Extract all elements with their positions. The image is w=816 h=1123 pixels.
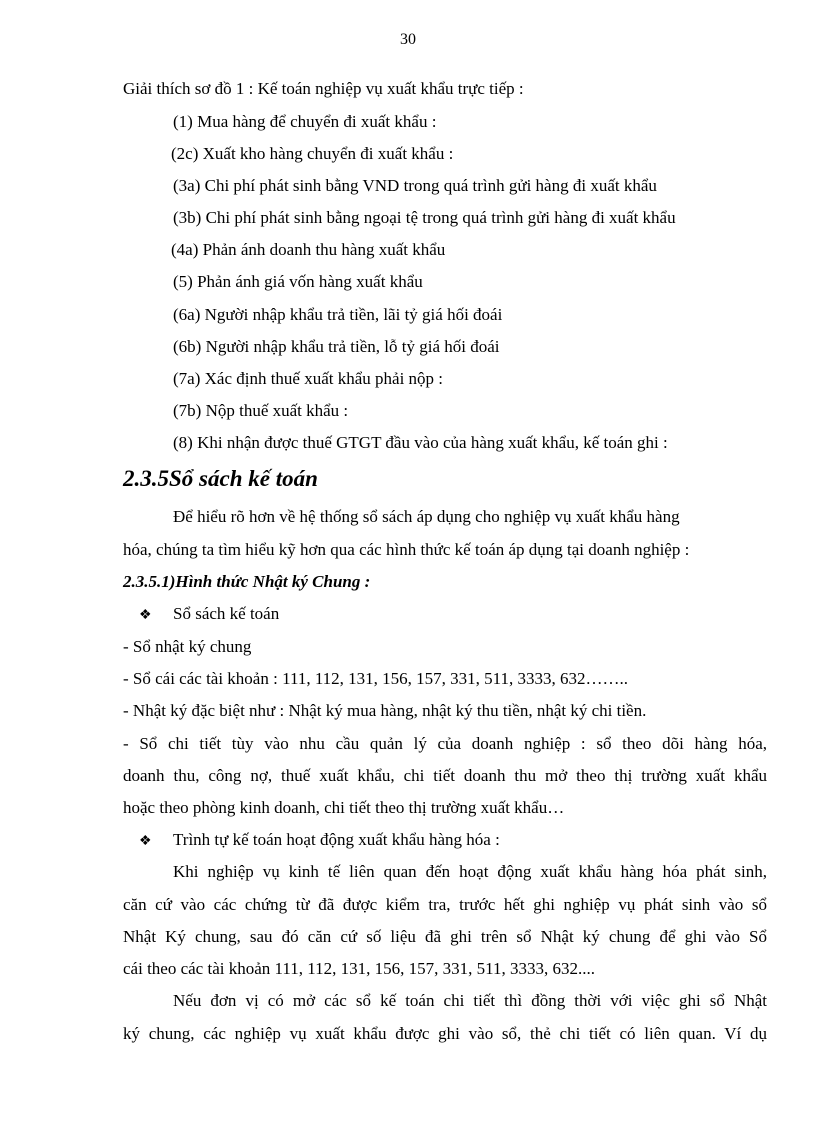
bullet-text: Sổ sách kế toán — [173, 604, 280, 623]
diamond-bullet-icon: ❖ — [139, 834, 152, 849]
paragraph-line: cái theo các tài khoản 111, 112, 131, 156, 157, 331, 511, 3333, 632.... — [123, 959, 595, 978]
ledger-item: - Sổ nhật ký chung — [123, 637, 252, 656]
step-item: (3b) Chi phí phát sinh bằng ngoại tệ trong quá trình gửi hàng đi xuất khẩu — [173, 208, 676, 227]
paragraph-line: Nếu đơn vị có mở các sổ kế toán chi tiết thì đồng thời với việc ghi sổ Nhật — [173, 991, 767, 1010]
step-item: (6a) Người nhập khẩu trả tiền, lãi tỷ giá hối đoái — [173, 305, 503, 324]
step-item: (5) Phản ánh giá vốn hàng xuất khẩu — [173, 272, 423, 291]
step-item: (6b) Người nhập khẩu trả tiền, lỗ tỷ giá hối đoái — [173, 337, 500, 356]
step-item: (3a) Chi phí phát sinh bằng VND trong quá trình gửi hàng đi xuất khẩu — [173, 176, 657, 195]
step-item: (7b) Nộp thuế xuất khẩu : — [173, 401, 349, 420]
diamond-bullet-icon: ❖ — [139, 608, 152, 623]
section-intro-line: hóa, chúng ta tìm hiểu kỹ hơn qua các hình thức kế toán áp dụng tại doanh nghiệp : — [123, 540, 690, 559]
paragraph-line: Nhật Ký chung, sau đó căn cứ số liệu đã ghi trên sổ Nhật ký chung để ghi vào Sổ — [123, 927, 767, 946]
paragraph-line: ký chung, các nghiệp vụ xuất khẩu được ghi vào sổ, thẻ chi tiết có liên quan. Ví dụ — [123, 1024, 767, 1043]
bullet-item — [139, 603, 279, 627]
section-heading: 2.3.5Sổ sách kế toán — [123, 466, 318, 491]
detail-paragraph-line: hoặc theo phòng kinh doanh, chi tiết theo thị trường xuất khẩu… — [123, 798, 565, 817]
bullet-item — [139, 829, 500, 853]
diagram-explanation-intro: Giải thích sơ đồ 1 : Kế toán nghiệp vụ xuất khẩu trực tiếp : — [123, 79, 524, 98]
ledger-item: - Sổ cái các tài khoản : 111, 112, 131, 156, 157, 331, 511, 3333, 632…….. — [123, 669, 629, 688]
detail-paragraph-line: doanh thu, công nợ, thuế xuất khẩu, chi tiết doanh thu mở theo thị trường xuất khẩu — [123, 766, 767, 785]
paragraph-line: Khi nghiệp vụ kinh tế liên quan đến hoạt động xuất khẩu hàng hóa phát sinh, — [173, 862, 767, 881]
step-item: (7a) Xác định thuế xuất khẩu phải nộp : — [173, 369, 444, 388]
paragraph-line: căn cứ vào các chứng từ đã được kiểm tra, trước hết ghi nghiệp vụ phát sinh vào sổ — [123, 895, 767, 914]
step-item: (4a) Phản ánh doanh thu hàng xuất khẩu — [171, 240, 446, 259]
section-intro-line: Để hiểu rõ hơn về hệ thống sổ sách áp dụng cho nghiệp vụ xuất khẩu hàng — [173, 507, 680, 526]
detail-paragraph-line: - Sổ chi tiết tùy vào nhu cầu quản lý của doanh nghiệp : sổ theo dõi hàng hóa, — [123, 734, 767, 753]
step-item: (8) Khi nhận được thuế GTGT đầu vào của hàng xuất khẩu, kế toán ghi : — [173, 433, 668, 452]
step-item: (2c) Xuất kho hàng chuyển đi xuất khẩu : — [171, 144, 454, 163]
subsection-heading: 2.3.5.1)Hình thức Nhật ký Chung : — [123, 572, 371, 591]
step-item: (1) Mua hàng để chuyển đi xuất khẩu : — [173, 112, 437, 131]
bullet-text: Trình tự kế toán hoạt động xuất khẩu hàng hóa : — [173, 830, 500, 849]
page-number: 30 — [400, 31, 416, 48]
ledger-item: - Nhật ký đặc biệt như : Nhật ký mua hàng, nhật ký thu tiền, nhật ký chi tiền. — [123, 701, 647, 720]
